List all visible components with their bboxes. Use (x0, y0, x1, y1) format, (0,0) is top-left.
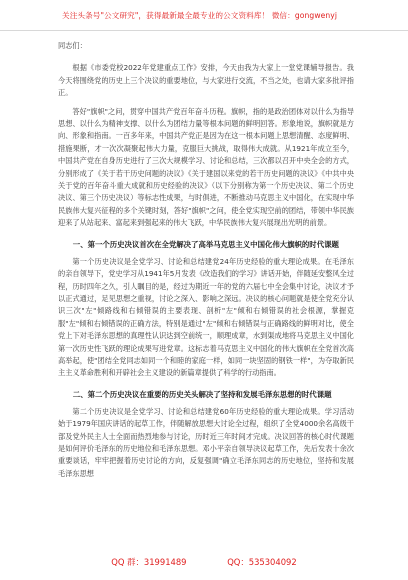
section-1-heading: 一、第一个历史决议首次在全党解决了高举马克思主义中国化伟大旗帜的时代课题 (72, 239, 339, 249)
footer-qq-number: QQ：535304092 (227, 557, 297, 567)
document-body (58, 40, 354, 486)
greeting: 同志们： (58, 41, 87, 50)
intro-paragraph-1: 根据《市委党校2022年党建重点工作》安排，今天由我为大家上一堂党课辅导报告。我今天将围绕党的历史上三个决议的重要地位，与大家进行交流，不当之处，也请大家多批评指正。 (58, 63, 354, 98)
intro-paragraph-2: 答好"旗帜"之问，贯穿中国共产党百年奋斗历程。旗帜，指的是政治团体对以什么为指导思想、以什么为精神支撑、以什么为团结力量等根本问题的鲜明回答。形象地说，旗帜就是方向、形象和指南。一百多年来，中国共产党正是因为在这一根本问题上思想清醒、态度鲜明、措施果断，才一次次凝聚起伟大力量，克服巨大挑战，取得伟大成就。从1921年成立至今，中国共产党在自身历史进行了三次大规模学习、讨论和总结，三次都以召开中央全会的方式，分别形成了《关于若干历史问题的决议》《关于建国以来党的若干历史问题的决议》《中共中央关于党的百年奋斗重大成就和历史经验的决议》（以下分别称为第一个历史决议、第二个历史决议、第三个历史决议）等标志性成果，与时俱进，不断推动马克思主义中国化，在实现中华民族伟大复兴征程的多个关键时刻，答好"旗帜"之问，使全党实现空前的团结，带领中华民族迎来了从站起来、富起来到强起来的伟大飞跃，中华民族伟大复兴展现出光明的前景。 (58, 106, 354, 228)
section-1-paragraph: 第一个历史决议是全党学习、讨论和总结建党24年历史经验的重大理论成果。在毛泽东的亲自领导下，党史学习从1941年5月发表《改造我们的学习》讲话开始，伴随延安整风全过程，历时四年之久，引人瞩目的是，经过为期近一年的党的六届七中全会集中讨论，决议才予以正式通过，足见思想之重视，讨论之深入、影响之深远。决议的核心问题就是使全党充分认识三次"左"倾路线和右倾错误的主要表现、剖析"左"倾和右倾错误的社会根源，掌握克服"左"倾和右倾错误的正确方法，特别是通过"左"倾和右倾错误与正确路线的鲜明对比，使全党上下对毛泽东思想的真理性认识达到空前统一，顺理成章，水到渠成地将马克思主义中国化第一次历史性飞跃的理论成果写进党章。这标志着马克思主义中国化的伟大旗帜在全党首次高高举起，使"团结全党同志如同一个和睦的家庭一样，如同一块坚固的钢铁一样"，为夺取新民主主义革命胜利和开辟社会主义建设的新篇章提供了科学的行动指南。 (58, 256, 354, 378)
section-2-heading: 二、第二个历史决议在重要的历史关头解决了坚持和发展毛泽东思想的时代课题 (72, 389, 332, 399)
header-promo-text: 关注头条号"公文研究"，获得最新最全最专业的公文资料库！ 微信：gongwenyj (62, 11, 338, 20)
page-footer (0, 556, 408, 570)
page-header (0, 0, 408, 31)
section-2-paragraph: 第二个历史决议是全党学习、讨论和总结建党60年历史经验的重大理论成果。学习活动始于1979年国庆讲话的起草工作，伴随解放思想大讨论全过程，组织了全党4000余名高级干部及党外民主人士全面而热烈地参与讨论，历时近三年时间才完成。决议回答的核心时代课题是如何评价毛泽东的历史地位和毛泽东思想。邓小平亲自领导决议起草工作，先后发表十余次重要谈话，牢牢把握着历史讨论的方向，反复强调"确立毛泽东同志的历史地位，坚持和发展毛泽东思想 (58, 406, 354, 478)
footer-qq-group: QQ 群：31991489 (111, 557, 187, 567)
